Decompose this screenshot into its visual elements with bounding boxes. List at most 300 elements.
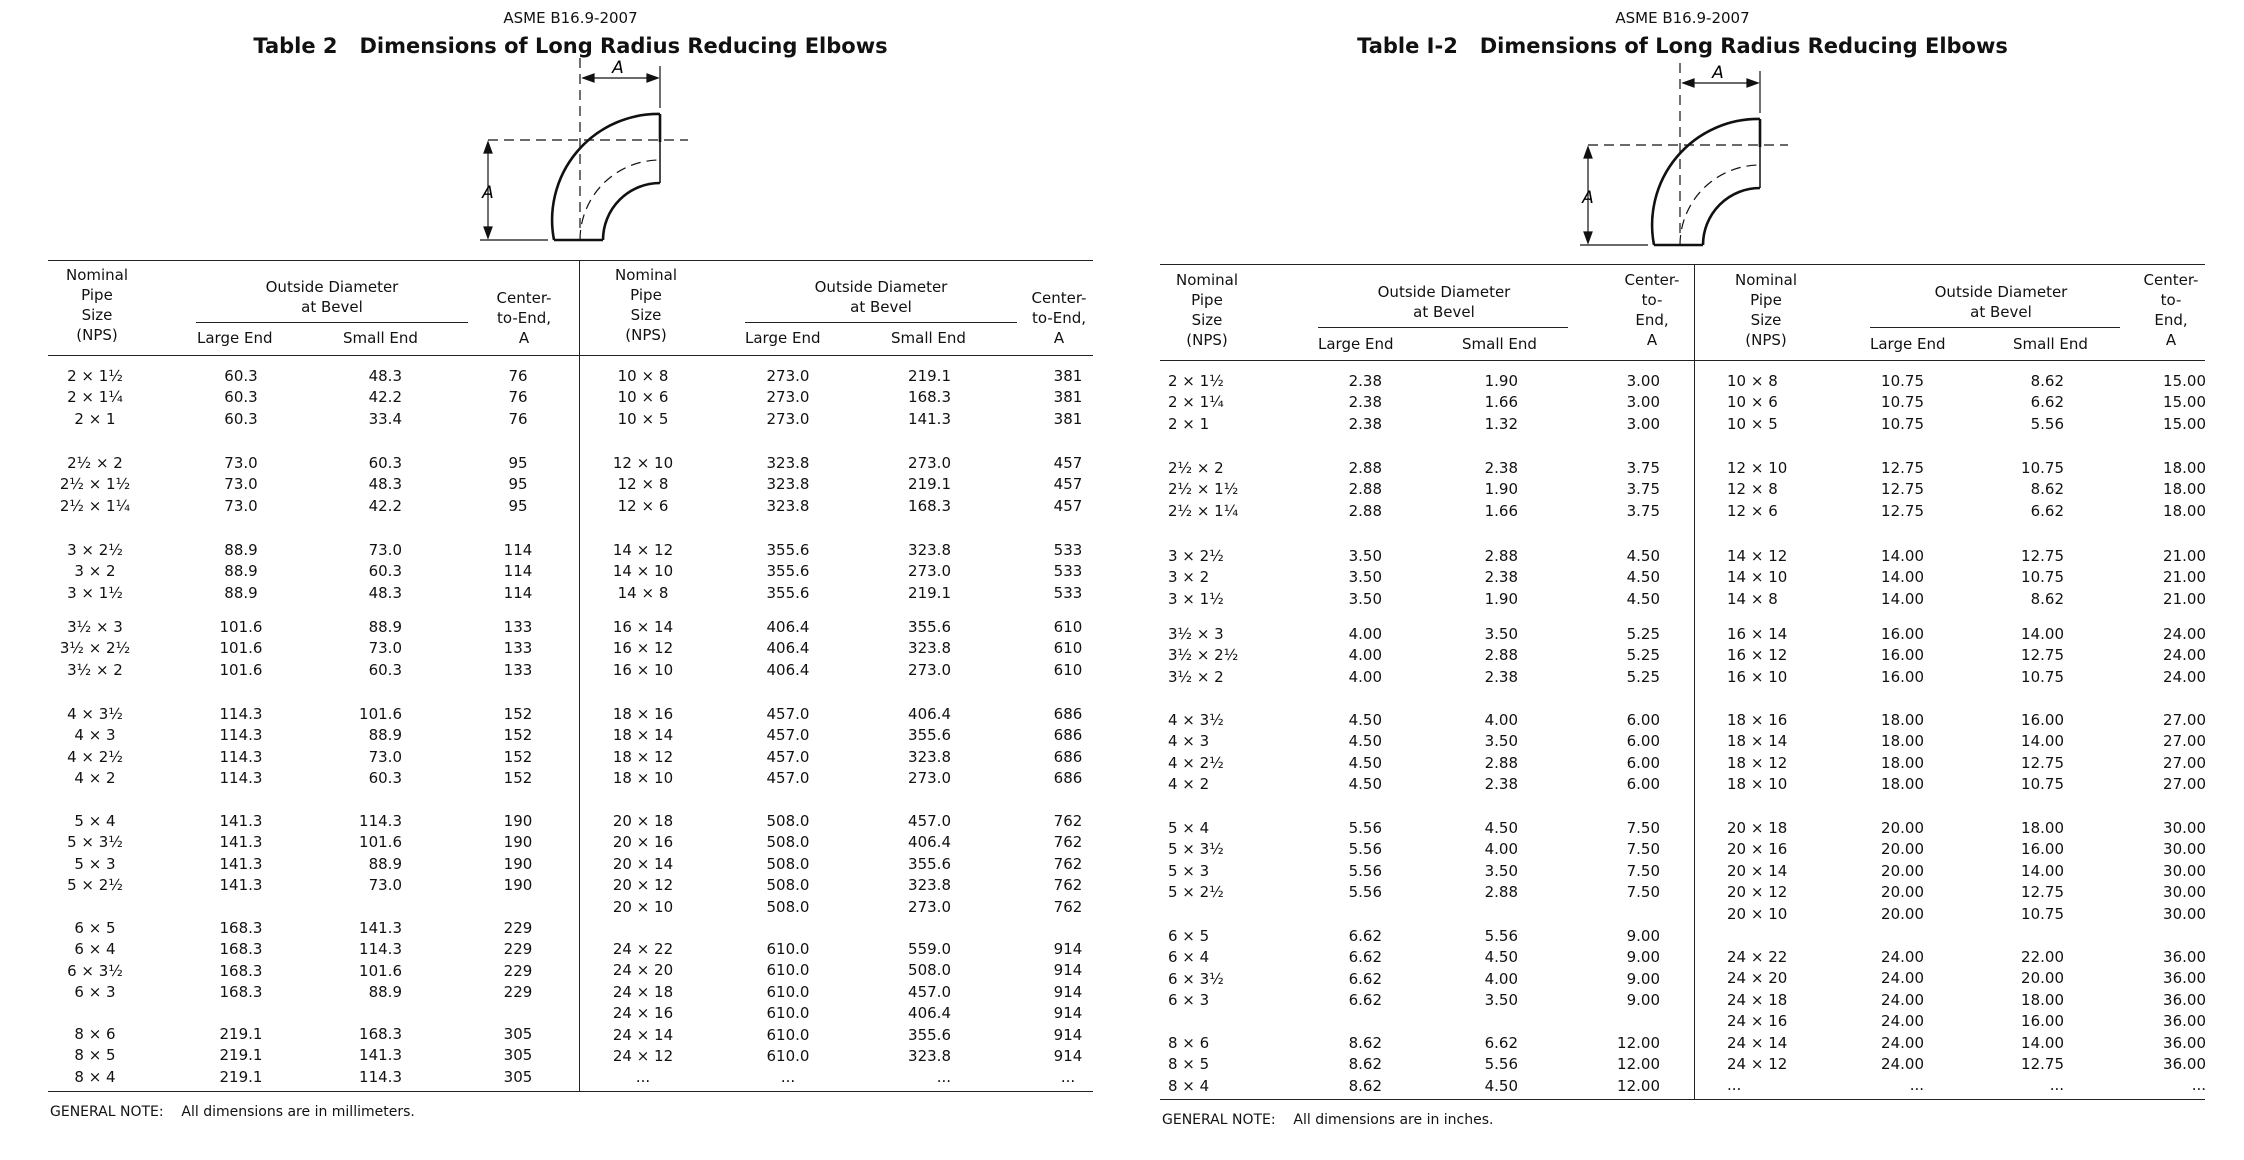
table-row bbox=[48, 982, 1093, 1003]
center-to-end-header: Center- to-End, A bbox=[496, 289, 552, 347]
svg-text:A: A bbox=[1582, 188, 1594, 208]
small-end-od-cell: 5.56 bbox=[2030, 414, 2064, 433]
od-header: Outside Diameter at Bevel bbox=[1934, 283, 2068, 321]
large-end-od-cell: 60.3 bbox=[224, 409, 258, 428]
center-to-end-header: Center- to- End, A bbox=[1624, 271, 1680, 349]
small-end-od-cell: 14.00 bbox=[2021, 625, 2064, 643]
center-to-end-cell: 21.00 bbox=[2163, 589, 2206, 608]
nps-cell: 14 × 8 bbox=[617, 583, 669, 602]
table-row bbox=[1160, 1033, 2205, 1054]
center-to-end-cell: 914 bbox=[1053, 940, 1083, 958]
table-row bbox=[1160, 1011, 2205, 1032]
nps-cell: 18 × 10 bbox=[612, 769, 674, 788]
large-end-od-cell: 18.00 bbox=[1881, 732, 1924, 751]
center-to-end-cell: ... bbox=[1060, 1068, 1076, 1086]
nps-cell: 8 × 6 bbox=[1168, 1034, 1210, 1052]
large-end-od-cell: 20.00 bbox=[1881, 883, 1924, 902]
nps-cell: 3 × 1½ bbox=[1168, 589, 1224, 608]
large-end-od-cell: 168.3 bbox=[219, 940, 263, 959]
nps-cell: ... bbox=[1727, 1076, 1742, 1094]
nps-cell: 4 × 3½ bbox=[1168, 711, 1224, 729]
small-end-od-cell: 406.4 bbox=[908, 705, 951, 723]
large-end-od-cell: 4.00 bbox=[1348, 625, 1382, 643]
center-to-end-cell: 30.00 bbox=[2163, 883, 2206, 902]
center-to-end-cell: 3.00 bbox=[1626, 393, 1660, 412]
table-row bbox=[48, 960, 1093, 981]
large-end-od-cell: 508.0 bbox=[766, 833, 810, 852]
center-to-end-cell: 190 bbox=[503, 854, 533, 873]
small-end-header: Small End bbox=[891, 329, 966, 347]
large-end-od-cell: 406.4 bbox=[766, 639, 810, 658]
small-end-od-cell: 219.1 bbox=[908, 583, 951, 602]
small-end-od-cell: 48.3 bbox=[368, 583, 402, 602]
small-end-od-cell: 273.0 bbox=[908, 897, 951, 916]
center-to-end-cell: 457 bbox=[1053, 496, 1083, 515]
large-end-od-cell: 219.1 bbox=[219, 1067, 263, 1086]
table-row bbox=[1160, 710, 2205, 731]
od-header: Outside Diameter at Bevel bbox=[814, 278, 948, 316]
nps-cell: 2 × 1¼ bbox=[67, 388, 123, 407]
small-end-od-cell: 73.0 bbox=[368, 639, 402, 658]
large-end-od-cell: 610.0 bbox=[766, 1025, 810, 1044]
small-end-od-cell: 10.75 bbox=[2021, 904, 2064, 923]
large-end-od-cell: 2.38 bbox=[1348, 372, 1382, 390]
large-end-od-cell: 355.6 bbox=[766, 562, 810, 581]
small-end-od-cell: 114.3 bbox=[359, 1067, 402, 1086]
table-row bbox=[48, 832, 1093, 853]
nps-cell: 6 × 3½ bbox=[1168, 969, 1224, 988]
small-end-od-cell: 60.3 bbox=[368, 660, 402, 679]
large-end-od-cell: 2.88 bbox=[1348, 480, 1382, 499]
center-to-end-cell: 4.50 bbox=[1626, 547, 1660, 565]
small-end-od-cell: 18.00 bbox=[2021, 990, 2064, 1009]
small-end-od-cell: 559.0 bbox=[908, 940, 951, 958]
center-to-end-cell: 24.00 bbox=[2163, 646, 2206, 665]
nps-cell: 10 × 6 bbox=[617, 388, 669, 407]
general-note: GENERAL NOTE: All dimensions are in inches. bbox=[1162, 1112, 1494, 1128]
small-end-od-cell: 88.9 bbox=[368, 618, 402, 636]
center-to-end-header: Center- to- End, A bbox=[2143, 271, 2199, 349]
large-end-od-cell: 18.00 bbox=[1881, 775, 1924, 794]
center-to-end-cell: 686 bbox=[1053, 769, 1083, 788]
small-end-od-cell: 2.38 bbox=[1484, 775, 1518, 794]
table-bottom-rule bbox=[1160, 1099, 2205, 1100]
small-end-od-cell: 273.0 bbox=[908, 660, 951, 679]
large-end-od-cell: 4.50 bbox=[1348, 753, 1382, 772]
center-to-end-cell: 3.75 bbox=[1626, 480, 1660, 499]
large-end-od-cell: 508.0 bbox=[766, 812, 810, 830]
small-end-od-cell: 323.8 bbox=[908, 1047, 951, 1065]
large-end-od-cell: 2.88 bbox=[1348, 501, 1382, 520]
small-end-od-cell: 508.0 bbox=[908, 961, 951, 980]
center-to-end-cell: 6.00 bbox=[1626, 711, 1660, 729]
nps-cell: 10 × 6 bbox=[1727, 393, 1778, 412]
large-end-od-cell: 12.75 bbox=[1881, 480, 1924, 499]
small-end-od-cell: 2.88 bbox=[1484, 883, 1518, 902]
table-row bbox=[1160, 774, 2205, 795]
large-end-od-cell: 141.3 bbox=[219, 833, 263, 852]
large-end-od-cell: 73.0 bbox=[224, 454, 258, 472]
small-end-od-cell: 20.00 bbox=[2021, 969, 2064, 988]
large-end-od-cell: 10.75 bbox=[1881, 393, 1924, 412]
nps-cell: 12 × 8 bbox=[617, 475, 669, 494]
center-to-end-cell: 95 bbox=[508, 496, 528, 515]
nps-cell: 18 × 12 bbox=[1727, 753, 1788, 772]
center-to-end-cell: 4.50 bbox=[1626, 589, 1660, 608]
large-end-od-cell: 114.3 bbox=[219, 726, 263, 745]
nps-header: Nominal Pipe Size (NPS) bbox=[1175, 271, 1239, 349]
large-end-od-cell: 18.00 bbox=[1881, 753, 1924, 772]
small-end-od-cell: 4.00 bbox=[1484, 840, 1518, 859]
small-end-od-cell: 14.00 bbox=[2021, 1033, 2064, 1052]
table-row bbox=[48, 474, 1093, 495]
small-end-od-cell: 18.00 bbox=[2021, 819, 2064, 837]
small-end-od-cell: 219.1 bbox=[908, 475, 951, 494]
nps-cell: 12 × 10 bbox=[1727, 459, 1788, 477]
table-bottom-rule bbox=[48, 1091, 1093, 1092]
table-title: Table 2 Dimensions of Long Radius Reducing Elbows bbox=[253, 34, 888, 58]
center-to-end-cell: 18.00 bbox=[2163, 501, 2206, 520]
large-end-od-cell: 4.50 bbox=[1348, 711, 1382, 729]
table-row bbox=[1160, 861, 2205, 882]
small-end-od-cell: 2.88 bbox=[1484, 646, 1518, 665]
nps-cell: 5 × 4 bbox=[74, 812, 116, 830]
nps-cell: 3 × 2½ bbox=[1168, 547, 1224, 565]
table-row bbox=[48, 704, 1093, 725]
center-to-end-cell: 27.00 bbox=[2163, 775, 2206, 794]
large-end-od-cell: 2.88 bbox=[1348, 459, 1382, 477]
large-end-od-cell: 219.1 bbox=[219, 1025, 263, 1043]
nps-cell: 16 × 10 bbox=[1727, 667, 1788, 686]
table-row bbox=[1160, 731, 2205, 752]
large-end-od-cell: 73.0 bbox=[224, 496, 258, 515]
nps-cell: 4 × 3½ bbox=[67, 705, 123, 723]
small-end-od-cell: 323.8 bbox=[908, 747, 951, 766]
small-end-od-cell: 114.3 bbox=[359, 940, 402, 959]
small-end-od-cell: 323.8 bbox=[908, 639, 951, 658]
center-to-end-cell: 229 bbox=[503, 940, 533, 959]
small-end-od-cell: 3.50 bbox=[1484, 732, 1518, 751]
large-end-od-cell: 114.3 bbox=[219, 705, 263, 723]
table-row bbox=[48, 453, 1093, 474]
nps-cell: 12 × 6 bbox=[1727, 501, 1778, 520]
nps-cell: 18 × 10 bbox=[1727, 775, 1788, 794]
table-title: Table I-2 Dimensions of Long Radius Reducing Elbows bbox=[1357, 34, 2008, 58]
center-to-end-cell: 36.00 bbox=[2163, 969, 2206, 988]
nps-cell: 20 × 12 bbox=[612, 876, 674, 895]
nps-cell: 6 × 3 bbox=[74, 983, 116, 1002]
center-to-end-cell: 457 bbox=[1053, 475, 1083, 494]
large-end-od-cell: ... bbox=[1909, 1076, 1924, 1094]
nps-header: Nominal Pipe Size (NPS) bbox=[614, 266, 678, 344]
center-to-end-cell: 4.50 bbox=[1626, 568, 1660, 587]
large-end-od-cell: 12.75 bbox=[1881, 501, 1924, 520]
center-to-end-cell: 533 bbox=[1053, 562, 1083, 581]
table-row bbox=[1160, 839, 2205, 860]
center-to-end-cell: 133 bbox=[503, 618, 533, 636]
large-end-od-cell: 60.3 bbox=[224, 367, 258, 385]
small-end-od-cell: 10.75 bbox=[2021, 459, 2064, 477]
center-to-end-cell: 133 bbox=[503, 660, 533, 679]
large-end-od-cell: 101.6 bbox=[219, 660, 263, 679]
center-to-end-cell: 7.50 bbox=[1626, 819, 1660, 837]
large-end-od-cell: 273.0 bbox=[766, 388, 810, 407]
large-end-od-cell: 406.4 bbox=[766, 618, 810, 636]
table-row bbox=[48, 540, 1093, 561]
header-bottom-rule bbox=[1160, 360, 2205, 361]
large-end-od-cell: 457.0 bbox=[766, 747, 810, 766]
large-end-od-cell: 355.6 bbox=[766, 583, 810, 602]
small-end-od-cell: 141.3 bbox=[359, 919, 402, 937]
nps-header: Nominal Pipe Size (NPS) bbox=[1734, 271, 1798, 349]
large-end-od-cell: 168.3 bbox=[219, 919, 263, 937]
large-end-od-cell: 14.00 bbox=[1881, 568, 1924, 587]
table-row bbox=[1160, 589, 2205, 610]
nps-cell: 24 × 12 bbox=[612, 1047, 674, 1065]
small-end-od-cell: 3.50 bbox=[1484, 861, 1518, 880]
table-row bbox=[48, 811, 1093, 832]
nps-cell: 2 × 1½ bbox=[67, 367, 123, 385]
table-row bbox=[48, 660, 1093, 681]
center-to-end-cell: 533 bbox=[1053, 541, 1083, 559]
large-end-od-cell: 14.00 bbox=[1881, 589, 1924, 608]
small-end-od-cell: 355.6 bbox=[908, 1025, 951, 1044]
table-row bbox=[1160, 990, 2205, 1011]
nps-cell: 8 × 4 bbox=[74, 1067, 116, 1086]
large-end-od-cell: 2.38 bbox=[1348, 414, 1382, 433]
elbow-diagram bbox=[468, 58, 688, 253]
small-end-header: Small End bbox=[343, 329, 418, 347]
nps-cell: 3½ × 2 bbox=[1168, 667, 1224, 686]
center-to-end-cell: ... bbox=[2191, 1076, 2206, 1094]
nps-cell: 5 × 4 bbox=[1168, 819, 1210, 837]
center-to-end-cell: 3.00 bbox=[1626, 414, 1660, 433]
small-end-od-cell: 42.2 bbox=[368, 388, 402, 407]
small-end-od-cell: 42.2 bbox=[368, 496, 402, 515]
small-end-od-cell: 141.3 bbox=[359, 1046, 402, 1065]
nps-cell: 6 × 5 bbox=[1168, 927, 1210, 945]
small-end-od-cell: 5.56 bbox=[1484, 1055, 1518, 1074]
large-end-od-cell: 101.6 bbox=[219, 618, 263, 636]
nps-cell: 3½ × 2½ bbox=[1168, 646, 1239, 665]
nps-cell: 4 × 3 bbox=[74, 726, 116, 745]
nps-cell: 2½ × 1¼ bbox=[59, 496, 131, 515]
nps-cell: 3 × 2 bbox=[74, 562, 116, 581]
large-end-od-cell: 4.50 bbox=[1348, 775, 1382, 794]
small-end-od-cell: 4.50 bbox=[1484, 1076, 1518, 1095]
center-to-end-cell: 36.00 bbox=[2163, 1055, 2206, 1073]
nps-cell: 24 × 22 bbox=[1727, 948, 1788, 966]
nps-cell: 5 × 3 bbox=[74, 854, 116, 873]
center-to-end-cell: 9.00 bbox=[1626, 991, 1660, 1010]
nps-cell: 24 × 18 bbox=[1727, 990, 1788, 1009]
center-to-end-cell: 3.75 bbox=[1626, 459, 1660, 477]
small-end-od-cell: 1.90 bbox=[1484, 372, 1518, 390]
small-end-od-cell: 323.8 bbox=[908, 876, 951, 895]
nps-cell: 8 × 5 bbox=[1168, 1055, 1210, 1074]
center-to-end-cell: 6.00 bbox=[1626, 753, 1660, 772]
small-end-od-cell: 60.3 bbox=[368, 454, 402, 472]
small-end-od-cell: 12.75 bbox=[2021, 547, 2064, 565]
small-end-od-cell: 22.00 bbox=[2021, 948, 2064, 966]
small-end-od-cell: 73.0 bbox=[368, 747, 402, 766]
small-end-od-cell: 8.62 bbox=[2030, 589, 2064, 608]
center-to-end-cell: 76 bbox=[508, 409, 528, 428]
small-end-od-cell: 88.9 bbox=[368, 854, 402, 873]
small-end-od-cell: 8.62 bbox=[2030, 480, 2064, 499]
small-end-od-cell: 1.32 bbox=[1484, 414, 1518, 433]
small-end-od-cell: 14.00 bbox=[2021, 861, 2064, 880]
large-end-od-cell: 73.0 bbox=[224, 475, 258, 494]
large-end-od-cell: 24.00 bbox=[1881, 990, 1924, 1009]
center-to-end-cell: 7.50 bbox=[1626, 883, 1660, 902]
center-to-end-cell: 381 bbox=[1053, 388, 1083, 407]
large-end-od-cell: 24.00 bbox=[1881, 1055, 1924, 1073]
large-end-od-cell: 10.75 bbox=[1881, 414, 1924, 433]
large-end-od-cell: 141.3 bbox=[219, 876, 263, 895]
large-end-od-cell: 5.56 bbox=[1348, 840, 1382, 859]
table-row bbox=[48, 854, 1093, 875]
table-row bbox=[1160, 904, 2205, 925]
center-to-end-cell: 3.00 bbox=[1626, 372, 1660, 390]
small-end-od-cell: ... bbox=[936, 1068, 951, 1086]
large-end-od-cell: 457.0 bbox=[766, 769, 810, 788]
nps-cell: 6 × 3½ bbox=[67, 961, 123, 980]
large-end-od-cell: 14.00 bbox=[1881, 547, 1924, 565]
nps-cell: ... bbox=[635, 1068, 651, 1086]
small-end-od-cell: 273.0 bbox=[908, 454, 951, 472]
nps-cell: 5 × 2½ bbox=[67, 876, 123, 895]
table-row bbox=[48, 1025, 1093, 1046]
small-end-od-cell: 12.75 bbox=[2021, 1055, 2064, 1073]
center-to-end-cell: 5.25 bbox=[1626, 625, 1660, 643]
nps-cell: 5 × 3 bbox=[1168, 861, 1210, 880]
center-to-end-cell: 5.25 bbox=[1626, 646, 1660, 665]
center-to-end-cell: 914 bbox=[1053, 1004, 1083, 1023]
table-row bbox=[48, 387, 1093, 408]
center-to-end-cell: 152 bbox=[503, 769, 533, 788]
large-end-od-cell: 141.3 bbox=[219, 812, 263, 830]
small-end-header: Small End bbox=[1462, 335, 1537, 353]
center-to-end-cell: 762 bbox=[1053, 876, 1083, 895]
large-end-od-cell: 88.9 bbox=[224, 583, 258, 602]
center-to-end-cell: 610 bbox=[1053, 660, 1083, 679]
nps-cell: 5 × 3½ bbox=[67, 833, 123, 852]
large-end-od-cell: 508.0 bbox=[766, 897, 810, 916]
nps-cell: 8 × 5 bbox=[74, 1046, 116, 1065]
nps-cell: 2½ × 2 bbox=[67, 454, 123, 472]
od-underline bbox=[1870, 327, 2120, 328]
nps-cell: 3 × 2 bbox=[1168, 568, 1210, 587]
small-end-od-cell: 2.38 bbox=[1484, 667, 1518, 686]
small-end-od-cell: 2.88 bbox=[1484, 753, 1518, 772]
nps-cell: 24 × 22 bbox=[612, 940, 674, 958]
center-to-end-cell: 686 bbox=[1053, 726, 1083, 745]
small-end-od-cell: 88.9 bbox=[368, 983, 402, 1002]
large-end-od-cell: 273.0 bbox=[766, 409, 810, 428]
center-to-end-cell: 762 bbox=[1053, 833, 1083, 852]
svg-text:A: A bbox=[482, 183, 494, 203]
small-end-od-cell: 406.4 bbox=[908, 1004, 951, 1023]
large-end-od-cell: 114.3 bbox=[219, 747, 263, 766]
nps-cell: 16 × 14 bbox=[612, 618, 674, 636]
center-to-end-cell: 12.00 bbox=[1617, 1034, 1660, 1052]
nps-cell: 14 × 12 bbox=[612, 541, 674, 559]
large-end-od-cell: 20.00 bbox=[1881, 861, 1924, 880]
nps-cell: 2½ × 1½ bbox=[59, 475, 131, 494]
nps-cell: 20 × 14 bbox=[612, 854, 674, 873]
center-to-end-cell: 190 bbox=[503, 833, 533, 852]
center-to-end-cell: 114 bbox=[503, 541, 533, 559]
nps-cell: 24 × 16 bbox=[1727, 1012, 1788, 1031]
nps-cell: 8 × 6 bbox=[74, 1025, 116, 1043]
nps-cell: 24 × 20 bbox=[612, 961, 674, 980]
large-end-od-cell: 3.50 bbox=[1348, 547, 1382, 565]
table-top-rule bbox=[48, 260, 1093, 261]
large-end-od-cell: 168.3 bbox=[219, 983, 263, 1002]
table-row bbox=[48, 939, 1093, 960]
center-to-end-cell: 610 bbox=[1053, 639, 1083, 658]
large-end-od-cell: 24.00 bbox=[1881, 1012, 1924, 1031]
center-to-end-cell: 21.00 bbox=[2163, 568, 2206, 587]
large-end-od-cell: 16.00 bbox=[1881, 646, 1924, 665]
table-row bbox=[1160, 371, 2205, 392]
center-to-end-cell: 15.00 bbox=[2163, 372, 2206, 390]
large-end-od-cell: 8.62 bbox=[1348, 1034, 1382, 1052]
small-end-od-cell: 12.75 bbox=[2021, 883, 2064, 902]
small-end-od-cell: 10.75 bbox=[2021, 775, 2064, 794]
large-end-od-cell: 114.3 bbox=[219, 769, 263, 788]
small-end-od-cell: 4.50 bbox=[1484, 948, 1518, 967]
nps-cell: 3½ × 3 bbox=[1168, 625, 1224, 643]
center-to-end-cell: 24.00 bbox=[2163, 625, 2206, 643]
center-to-end-cell: 762 bbox=[1053, 854, 1083, 873]
large-end-header: Large End bbox=[197, 329, 273, 347]
table-row bbox=[48, 583, 1093, 604]
small-end-od-cell: 10.75 bbox=[2021, 667, 2064, 686]
center-to-end-cell: 305 bbox=[503, 1046, 533, 1065]
center-to-end-cell: 133 bbox=[503, 639, 533, 658]
small-end-od-cell: 1.66 bbox=[1484, 393, 1518, 412]
center-to-end-cell: 686 bbox=[1053, 747, 1083, 766]
nps-cell: 20 × 14 bbox=[1727, 861, 1788, 880]
large-end-od-cell: 20.00 bbox=[1881, 840, 1924, 859]
table-row bbox=[48, 561, 1093, 582]
large-end-header: Large End bbox=[1318, 335, 1394, 353]
small-end-od-cell: 1.66 bbox=[1484, 501, 1518, 520]
nps-cell: 24 × 14 bbox=[612, 1025, 674, 1044]
nps-cell: 6 × 5 bbox=[74, 919, 116, 937]
center-to-end-cell: 914 bbox=[1053, 982, 1083, 1001]
small-end-od-cell: 114.3 bbox=[359, 812, 402, 830]
od-header: Outside Diameter at Bevel bbox=[1377, 283, 1511, 321]
nps-cell: 14 × 10 bbox=[612, 562, 674, 581]
center-to-end-cell: 3.75 bbox=[1626, 501, 1660, 520]
center-to-end-cell: 30.00 bbox=[2163, 819, 2206, 837]
nps-cell: 6 × 3 bbox=[1168, 991, 1210, 1010]
center-to-end-cell: 114 bbox=[503, 583, 533, 602]
large-end-od-cell: 24.00 bbox=[1881, 969, 1924, 988]
small-end-od-cell: 101.6 bbox=[359, 961, 402, 980]
table-row bbox=[1160, 501, 2205, 522]
large-end-od-cell: 12.75 bbox=[1881, 459, 1924, 477]
small-end-od-cell: 168.3 bbox=[359, 1025, 402, 1043]
nps-cell: 24 × 16 bbox=[612, 1004, 674, 1023]
large-end-od-cell: 168.3 bbox=[219, 961, 263, 980]
center-to-end-cell: 190 bbox=[503, 812, 533, 830]
large-end-od-cell: 6.62 bbox=[1348, 948, 1382, 967]
center-to-end-cell: 610 bbox=[1053, 618, 1083, 636]
